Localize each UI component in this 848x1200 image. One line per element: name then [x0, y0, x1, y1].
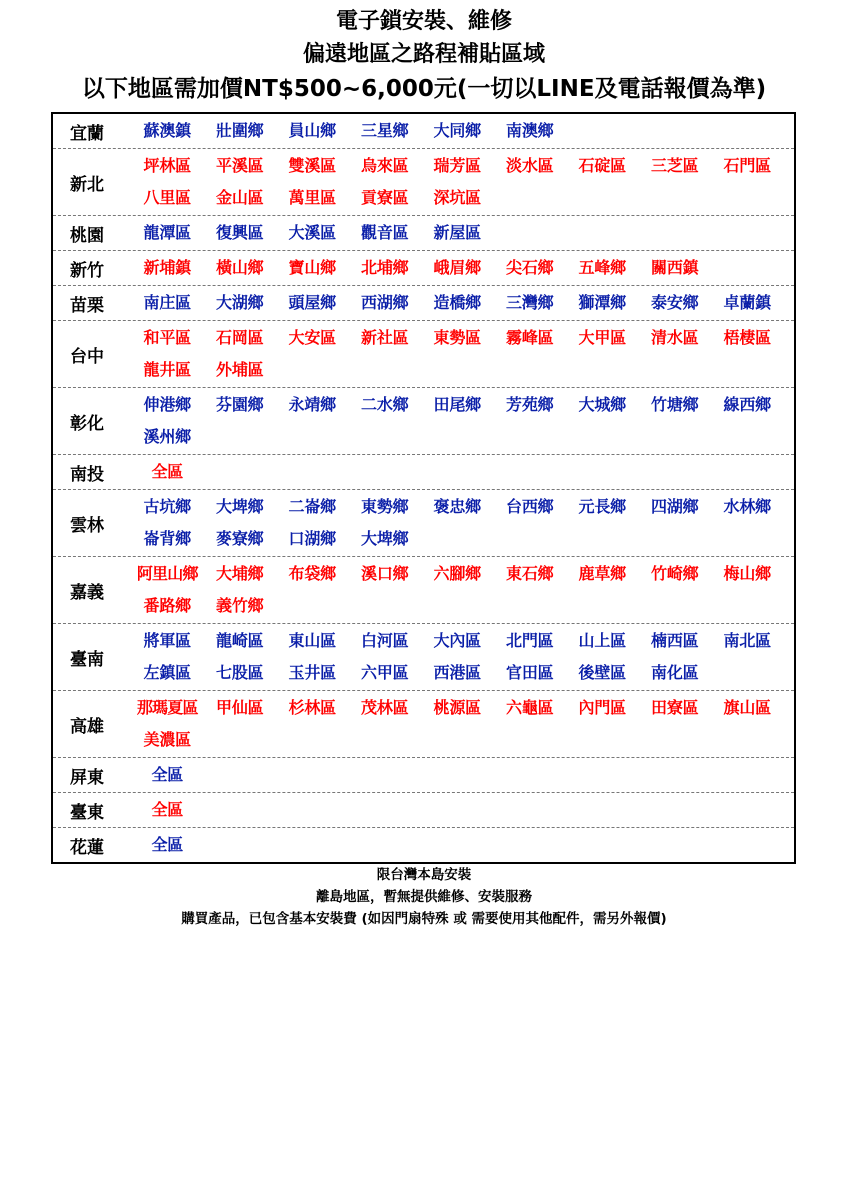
region-name: 屏東 — [70, 767, 104, 788]
area-item: 清水區 — [651, 328, 699, 347]
region-row — [53, 387, 794, 454]
area-item: 卓蘭鎮 — [723, 293, 771, 312]
area-item: 田寮區 — [651, 698, 699, 717]
area-item: 將軍區 — [143, 631, 191, 650]
area-item: 四湖鄉 — [651, 497, 699, 516]
region-areas — [131, 455, 794, 489]
area-item: 泰安鄉 — [651, 293, 699, 312]
area-item: 茂林區 — [361, 698, 409, 717]
area-item: 番路鄉 — [143, 596, 191, 615]
area-item: 員山鄉 — [288, 121, 336, 140]
area-item: 金山區 — [216, 188, 264, 207]
area-item: 東山區 — [288, 631, 336, 650]
region-row — [53, 320, 794, 387]
area-item: 貢寮區 — [361, 188, 409, 207]
region-areas — [131, 216, 794, 250]
area-item: 西湖鄉 — [361, 293, 409, 312]
title-line-3: 以下地區需加價NT$500~6,000元(一切以LINE及電話報價為準) — [81, 76, 767, 102]
region-name: 宜蘭 — [70, 123, 104, 144]
region-areas — [131, 321, 794, 387]
region-row — [53, 792, 794, 827]
region-name: 南投 — [70, 464, 104, 485]
area-item: 東勢鄉 — [361, 497, 409, 516]
region-row — [53, 556, 794, 623]
region-row — [53, 757, 794, 792]
region-row — [53, 215, 794, 250]
title-line-2: 偏遠地區之路程補貼區域 — [302, 42, 545, 67]
area-item: 龍井區 — [143, 360, 191, 379]
region-row — [53, 690, 794, 757]
region-areas — [131, 388, 794, 454]
area-item: 淡水區 — [506, 156, 554, 175]
area-item: 萬里區 — [288, 188, 336, 207]
area-item: 山上區 — [578, 631, 626, 650]
area-item: 甲仙區 — [216, 698, 264, 717]
area-item: 大內區 — [433, 631, 481, 650]
area-item: 白河區 — [361, 631, 409, 650]
area-item: 溪口鄉 — [361, 564, 409, 583]
region-row — [53, 148, 794, 215]
area-item: 尖石鄉 — [506, 258, 554, 277]
area-item: 深坑區 — [433, 188, 481, 207]
region-name: 彰化 — [70, 413, 104, 434]
region-name: 新竹 — [70, 260, 104, 281]
area-item: 玉井區 — [288, 663, 336, 682]
area-item: 永靖鄉 — [288, 395, 336, 414]
region-row — [53, 827, 794, 862]
area-item: 新埔鎮 — [143, 258, 191, 277]
area-item: 新社區 — [361, 328, 409, 347]
area-item: 芳苑鄉 — [506, 395, 554, 414]
area-item: 南化區 — [651, 663, 699, 682]
area-item: 關西鎮 — [651, 258, 699, 277]
area-item: 水林鄉 — [723, 497, 771, 516]
area-item: 東石鄉 — [506, 564, 554, 583]
area-item: 二水鄉 — [361, 395, 409, 414]
region-areas — [131, 149, 794, 215]
region-name: 雲林 — [70, 515, 104, 536]
area-item: 竹塘鄉 — [651, 395, 699, 414]
area-item: 雙溪區 — [288, 156, 336, 175]
area-item: 口湖鄉 — [288, 529, 336, 548]
area-item: 八里區 — [143, 188, 191, 207]
region-row — [53, 454, 794, 489]
region-name: 桃園 — [70, 225, 104, 246]
area-item: 六甲區 — [361, 663, 409, 682]
region-row — [53, 285, 794, 320]
area-item: 復興區 — [216, 223, 264, 242]
area-item: 石門區 — [723, 156, 771, 175]
area-item: 大甲區 — [578, 328, 626, 347]
area-item: 七股區 — [216, 663, 264, 682]
region-areas — [131, 251, 794, 285]
area-item: 石碇區 — [578, 156, 626, 175]
region-name: 花蓮 — [70, 837, 104, 858]
notes — [0, 864, 848, 930]
area-item: 大埤鄉 — [361, 529, 409, 548]
area-item: 台西鄉 — [506, 497, 554, 516]
area-item: 布袋鄉 — [288, 564, 336, 583]
area-item: 褒忠鄉 — [433, 497, 481, 516]
area-item: 大埔鄉 — [216, 564, 264, 583]
area-item: 溪州鄉 — [143, 427, 191, 446]
region-name: 新北 — [70, 174, 104, 195]
area-item: 觀音區 — [361, 223, 409, 242]
region-areas — [131, 828, 794, 862]
area-item: 龍潭區 — [143, 223, 191, 242]
area-item: 內門區 — [578, 698, 626, 717]
area-item: 美濃區 — [143, 730, 191, 749]
note-line-2: 離島地區，暫無提供維修、安裝服務 — [316, 889, 532, 905]
area-item: 橫山鄉 — [216, 258, 264, 277]
area-item: 大安區 — [288, 328, 336, 347]
area-item: 古坑鄉 — [143, 497, 191, 516]
area-item: 南北區 — [723, 631, 771, 650]
area-item: 坪林區 — [143, 156, 191, 175]
area-item: 東勢區 — [433, 328, 481, 347]
area-item: 南澳鄉 — [506, 121, 554, 140]
area-item: 左鎮區 — [143, 663, 191, 682]
area-item: 外埔區 — [216, 360, 264, 379]
area-item: 梅山鄉 — [723, 564, 771, 583]
region-name: 苗栗 — [70, 295, 104, 316]
area-item: 全區 — [151, 462, 184, 481]
area-item: 伸港鄉 — [143, 395, 191, 414]
area-item: 峨眉鄉 — [433, 258, 481, 277]
area-item: 桃源區 — [433, 698, 481, 717]
area-item: 西港區 — [433, 663, 481, 682]
region-areas — [131, 758, 794, 792]
region-row — [53, 489, 794, 556]
region-name: 臺東 — [70, 802, 104, 823]
region-areas — [131, 691, 794, 757]
area-item: 全區 — [151, 800, 184, 819]
region-name: 臺南 — [70, 649, 104, 670]
area-item: 壯圍鄉 — [216, 121, 264, 140]
region-areas — [131, 624, 794, 690]
area-item: 烏來區 — [361, 156, 409, 175]
note-line-1: 限台灣本島安裝 — [376, 867, 472, 883]
area-item: 蘇澳鎮 — [143, 121, 191, 140]
area-item: 三灣鄉 — [506, 293, 554, 312]
area-item: 崙背鄉 — [143, 529, 191, 548]
area-item: 竹崎鄉 — [651, 564, 699, 583]
area-item: 楠西區 — [651, 631, 699, 650]
area-item: 麥寮鄉 — [216, 529, 264, 548]
region-name: 高雄 — [70, 716, 104, 737]
area-item: 鹿草鄉 — [578, 564, 626, 583]
area-item: 龍崎區 — [216, 631, 264, 650]
area-item: 五峰鄉 — [578, 258, 626, 277]
area-item: 北門區 — [506, 631, 554, 650]
area-item: 元長鄉 — [578, 497, 626, 516]
area-item: 獅潭鄉 — [578, 293, 626, 312]
note-line-3: 購買產品，已包含基本安裝費 (如因門扇特殊 或 需要使用其他配件，需另外報價) — [181, 911, 667, 927]
area-item: 那瑪夏區 — [136, 698, 198, 717]
area-item: 芬園鄉 — [216, 395, 264, 414]
area-item: 全區 — [151, 765, 184, 784]
area-item: 霧峰區 — [506, 328, 554, 347]
area-item: 後壁區 — [578, 663, 626, 682]
area-item: 杉林區 — [288, 698, 336, 717]
region-areas — [131, 557, 794, 623]
area-item: 田尾鄉 — [433, 395, 481, 414]
region-row — [53, 114, 794, 148]
area-item: 新屋區 — [433, 223, 481, 242]
area-item: 二崙鄉 — [288, 497, 336, 516]
area-item: 大埤鄉 — [216, 497, 264, 516]
area-item: 阿里山鄉 — [136, 564, 198, 583]
area-item: 大溪區 — [288, 223, 336, 242]
region-areas — [131, 114, 794, 148]
area-item: 大城鄉 — [578, 395, 626, 414]
region-name: 嘉義 — [70, 582, 104, 603]
area-item: 旗山區 — [723, 698, 771, 717]
region-name: 台中 — [70, 346, 104, 367]
area-item: 官田區 — [506, 663, 554, 682]
area-item: 梧棲區 — [723, 328, 771, 347]
area-item: 南庄區 — [143, 293, 191, 312]
area-item: 六腳鄉 — [433, 564, 481, 583]
region-areas — [131, 793, 794, 827]
area-item: 平溪區 — [216, 156, 264, 175]
area-item: 線西鄉 — [723, 395, 771, 414]
region-row — [53, 250, 794, 285]
area-item: 全區 — [151, 835, 184, 854]
area-item: 寶山鄉 — [288, 258, 336, 277]
area-item: 石岡區 — [216, 328, 264, 347]
region-areas — [131, 490, 794, 556]
area-item: 三星鄉 — [361, 121, 409, 140]
area-item: 三芝區 — [651, 156, 699, 175]
area-item: 北埔鄉 — [361, 258, 409, 277]
area-item: 大湖鄉 — [216, 293, 264, 312]
area-item: 和平區 — [143, 328, 191, 347]
region-row — [53, 623, 794, 690]
area-item: 大同鄉 — [433, 121, 481, 140]
region-table — [51, 112, 796, 864]
area-item: 造橋鄉 — [433, 293, 481, 312]
region-areas — [131, 286, 794, 320]
area-item: 六龜區 — [506, 698, 554, 717]
area-item: 頭屋鄉 — [288, 293, 336, 312]
area-item: 義竹鄉 — [216, 596, 264, 615]
area-item: 瑞芳區 — [433, 156, 481, 175]
title-line-1: 電子鎖安裝、維修 — [335, 9, 512, 34]
